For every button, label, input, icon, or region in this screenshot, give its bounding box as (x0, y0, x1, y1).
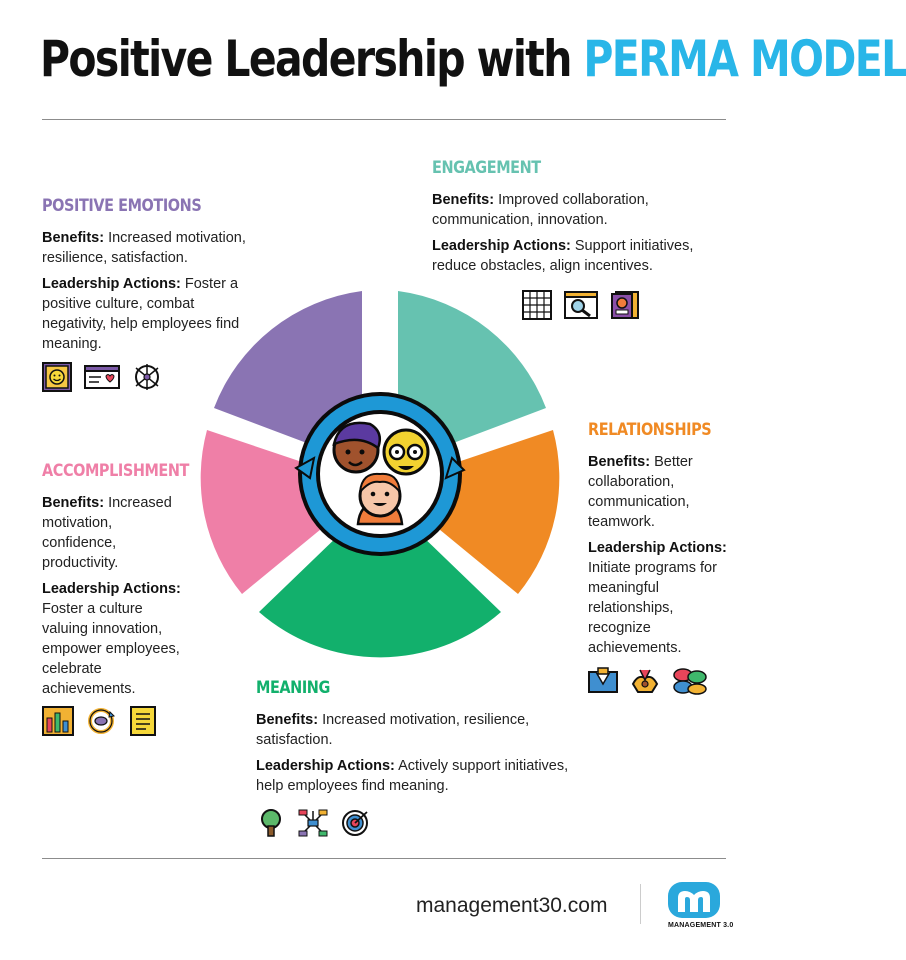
actions-label: Leadership Actions: (256, 758, 395, 774)
benefits-text: Better collaboration, communication, teamwork. (588, 454, 693, 530)
actions-text: Foster a culture valuing innovation, empower employees, celebrate achievements. (42, 601, 180, 697)
logo-m-icon (668, 882, 720, 918)
title-accent: PERMA MODEL (583, 30, 906, 88)
benefits-label: Benefits: (42, 230, 105, 246)
bottom-divider (42, 858, 726, 859)
bar-chart-icon (42, 706, 74, 736)
target-icon (340, 808, 370, 838)
chat-bubbles-icon (672, 666, 708, 696)
engagement-benefits (432, 190, 712, 230)
benefits-label: Benefits: (588, 454, 651, 470)
meaning-section (256, 678, 576, 796)
magnifier-screen-icon (564, 290, 598, 320)
benefits-label: Benefits: (42, 495, 105, 511)
relationships-heading: RELATIONSHIPS (588, 420, 712, 440)
relationships-section (588, 420, 738, 658)
checklist-icon (128, 706, 158, 736)
footer-separator (640, 884, 641, 924)
positive-emotions-section (42, 196, 262, 354)
accomplishment-benefits (42, 493, 182, 573)
engagement-heading: ENGAGEMENT (432, 158, 541, 178)
accomplishment-heading: ACCOMPLISHMENT (42, 461, 189, 481)
accomplishment-actions (42, 579, 182, 699)
engagement-section (432, 158, 712, 276)
positive-emotions-actions (42, 274, 262, 354)
actions-text: Foster a positive culture, combat negativity, help employees find meaning. (42, 276, 240, 352)
actions-label: Leadership Actions: (42, 581, 181, 597)
smiley-grid-icon (42, 362, 72, 392)
cycle-arrows-icon (86, 706, 116, 736)
team-cards-icon (610, 290, 640, 320)
actions-label: Leadership Actions: (432, 238, 571, 254)
engagement-icons (522, 290, 640, 320)
website-link[interactable]: management30.com (416, 894, 608, 917)
tree-icon (256, 808, 286, 838)
badge-shield-icon (588, 666, 618, 696)
benefits-label: Benefits: (432, 192, 495, 208)
network-compass-icon (132, 362, 162, 392)
benefits-text: Increased motivation, confidence, productivity. (42, 495, 172, 571)
relationships-actions (588, 538, 738, 658)
meaning-heading: MEANING (256, 678, 330, 698)
benefits-text: Improved collaboration, communication, innovation. (432, 192, 649, 228)
meaning-benefits (256, 710, 576, 750)
actions-label: Leadership Actions: (588, 540, 727, 556)
accomplishment-icons (42, 706, 158, 736)
benefits-label: Benefits: (256, 712, 319, 728)
relationships-benefits (588, 452, 738, 532)
engagement-actions (432, 236, 712, 276)
top-divider (42, 119, 726, 120)
hands-together-icon (630, 666, 660, 696)
actions-text: Actively support initiatives, help employees find meaning. (256, 758, 569, 794)
meaning-actions (256, 756, 576, 796)
positive-emotions-heading: POSITIVE EMOTIONS (42, 196, 202, 216)
logo-text: MANAGEMENT 3.0 (668, 922, 734, 929)
mind-map-icon (298, 808, 328, 838)
positive-emotions-icons (42, 362, 162, 392)
heart-card-icon (84, 362, 120, 392)
relationships-icons (588, 666, 708, 696)
benefits-text: Increased motivation, resilience, satisfaction. (42, 230, 246, 266)
calendar-grid-icon (522, 290, 552, 320)
title-main: Positive Leadership with (40, 30, 571, 88)
positive-emotions-benefits (42, 228, 262, 268)
meaning-icons (256, 808, 370, 838)
accomplishment-section (42, 461, 189, 699)
benefits-text: Increased motivation, resilience, satisfaction. (256, 712, 530, 748)
actions-text: Support initiatives, reduce obstacles, align incentives. (432, 238, 694, 274)
actions-label: Leadership Actions: (42, 276, 181, 292)
management30-logo (668, 882, 733, 929)
logo-mark-icon (668, 882, 720, 918)
page-title (40, 30, 906, 88)
actions-text: Initiate programs for meaningful relationships, recognize achievements. (588, 560, 717, 656)
